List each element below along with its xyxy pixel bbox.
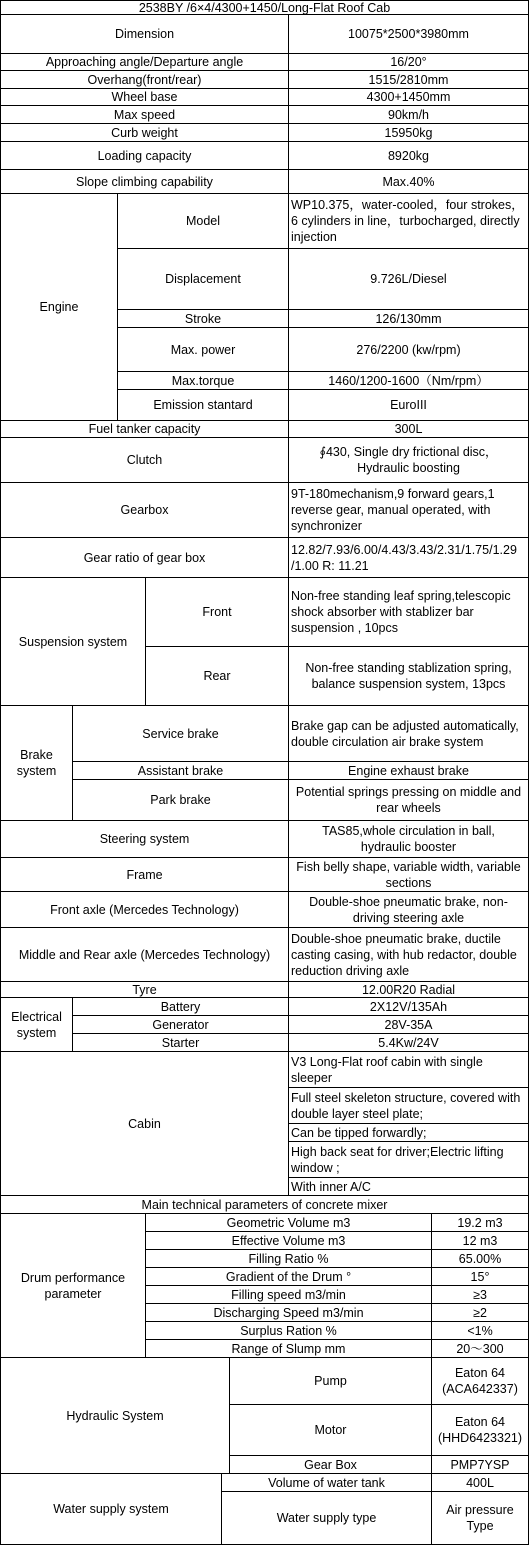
table-cell: ≥3 — [431, 1285, 529, 1304]
table-cell: Non-free standing leaf spring,telescopic shock absorber with stablizer bar suspension , 10pcs — [288, 577, 529, 647]
table-cell: WP10.375，water-cooled，four strokes，6 cylinders in line，turbocharged, directly injection — [288, 193, 529, 249]
table-cell: Tyre — [0, 981, 289, 998]
table-cell: TAS85,whole circulation in ball, hydraulic booster — [288, 820, 529, 858]
table-cell: Loading capacity — [0, 141, 289, 170]
table-cell: Full steel skeleton structure, covered with double layer steel plate; — [288, 1087, 529, 1124]
table-cell: ≥2 — [431, 1303, 529, 1322]
table-cell: 19.2 m3 — [431, 1213, 529, 1232]
table-cell: Main technical parameters of concrete mixer — [0, 1195, 529, 1214]
table-cell: Double-shoe pneumatic brake, ductile casting casing, with hub redactor, double reduction driving axle — [288, 927, 529, 982]
table-cell: Max.40% — [288, 169, 529, 194]
table-cell: Suspension system — [0, 577, 146, 706]
table-cell: Gearbox — [0, 482, 289, 538]
table-cell: 1460/1200-1600（Nm/rpm） — [288, 371, 529, 390]
table-cell: 20～300 — [431, 1339, 529, 1358]
table-cell: Surplus Ration % — [145, 1321, 432, 1340]
table-cell: 12.82/7.93/6.00/4.43/3.43/2.31/1.75/1.29 /1.00 R: 11.21 — [288, 537, 529, 578]
table-cell: Fish belly shape, variable width, variable sections — [288, 857, 529, 892]
table-cell: Water supply system — [0, 1473, 222, 1545]
table-cell: 126/130mm — [288, 309, 529, 328]
table-cell: 10075*2500*3980mm — [288, 14, 529, 54]
table-cell: Geometric Volume m3 — [145, 1213, 432, 1232]
table-cell: 9T-180mechanism,9 forward gears,1 reverse gear, manual operated, with synchronizer — [288, 482, 529, 538]
table-cell: 300L — [288, 420, 529, 438]
table-cell: Pump — [229, 1357, 432, 1405]
table-cell: Rear — [145, 646, 289, 706]
table-cell: 400L — [431, 1473, 529, 1492]
table-cell: Starter — [72, 1033, 289, 1052]
table-cell: ∮430, Single dry frictional disc， Hydraulic boosting — [288, 437, 529, 483]
table-cell: 12 m3 — [431, 1231, 529, 1250]
table-cell: Engine — [0, 193, 118, 421]
table-cell: Approaching angle/Departure angle — [0, 53, 289, 71]
table-cell: Overhang(front/rear) — [0, 70, 289, 89]
table-cell: Clutch — [0, 437, 289, 483]
table-cell: PMP7YSP — [431, 1455, 529, 1474]
table-cell: Double-shoe pneumatic brake, non- driving steering axle — [288, 891, 529, 928]
table-cell: Wheel base — [0, 88, 289, 106]
table-cell: Range of Slump mm — [145, 1339, 432, 1358]
table-cell: Volume of water tank — [221, 1473, 432, 1492]
table-cell: Discharging Speed m3/min — [145, 1303, 432, 1322]
table-cell: High back seat for driver;Electric lifting window ; — [288, 1141, 529, 1178]
table-cell: Potential springs pressing on middle and rear wheels — [288, 779, 529, 821]
table-cell: Front — [145, 577, 289, 647]
table-cell: Engine exhaust brake — [288, 761, 529, 780]
table-cell: Stroke — [117, 309, 289, 328]
table-cell: Gear ratio of gear box — [0, 537, 289, 578]
table-cell: Displacement — [117, 248, 289, 310]
table-cell: Gradient of the Drum ° — [145, 1267, 432, 1286]
table-cell: Can be tipped forwardly; — [288, 1123, 529, 1142]
table-cell: Emission stantard — [117, 389, 289, 421]
table-cell: Service brake — [72, 705, 289, 762]
table-cell: V3 Long-Flat roof cabin with single sleeper — [288, 1051, 529, 1088]
table-cell: Dimension — [0, 14, 289, 54]
table-cell: With inner A/C — [288, 1177, 529, 1196]
table-cell: Motor — [229, 1404, 432, 1456]
table-cell: Middle and Rear axle (Mercedes Technology) — [0, 927, 289, 982]
table-cell: Max. power — [117, 327, 289, 372]
table-cell: 8920kg — [288, 141, 529, 170]
table-cell: 28V-35A — [288, 1015, 529, 1034]
table-cell: <1% — [431, 1321, 529, 1340]
table-cell: Cabin — [0, 1051, 289, 1196]
table-cell: Park brake — [72, 779, 289, 821]
table-cell: Brake system — [0, 705, 73, 821]
table-cell: Steering system — [0, 820, 289, 858]
table-cell: Slope climbing capability — [0, 169, 289, 194]
table-cell: Max speed — [0, 105, 289, 124]
table-cell: 15950kg — [288, 123, 529, 142]
table-cell: Eaton 64 (HHD6423321) — [431, 1404, 529, 1456]
table-cell: Filling speed m3/min — [145, 1285, 432, 1304]
table-cell: Generator — [72, 1015, 289, 1034]
table-cell: Front axle (Mercedes Technology) — [0, 891, 289, 928]
table-cell: Electrical system — [0, 997, 73, 1052]
table-cell: Water supply type — [221, 1491, 432, 1545]
table-cell: 15° — [431, 1267, 529, 1286]
table-cell: Drum performance parameter — [0, 1213, 146, 1358]
table-cell: Battery — [72, 997, 289, 1016]
table-cell: 2538BY /6×4/4300+1450/Long-Flat Roof Cab — [0, 0, 529, 15]
table-cell: Effective Volume m3 — [145, 1231, 432, 1250]
table-cell: 5.4Kw/24V — [288, 1033, 529, 1052]
table-cell: 1515/2810mm — [288, 70, 529, 89]
table-cell: 276/2200 (kw/rpm) — [288, 327, 529, 372]
table-cell: Non-free standing stablization spring, balance suspension system, 13pcs — [288, 646, 529, 706]
table-cell: Fuel tanker capacity — [0, 420, 289, 438]
table-cell: EuroIII — [288, 389, 529, 421]
table-cell: Air pressure Type — [431, 1491, 529, 1545]
table-cell: Max.torque — [117, 371, 289, 390]
table-cell: Model — [117, 193, 289, 249]
table-cell: 9.726L/Diesel — [288, 248, 529, 310]
table-cell: 2X12V/135Ah — [288, 997, 529, 1016]
table-cell: Assistant brake — [72, 761, 289, 780]
table-cell: Hydraulic System — [0, 1357, 230, 1474]
table-cell: 65.00% — [431, 1249, 529, 1268]
table-cell: 16/20° — [288, 53, 529, 71]
table-cell: Gear Box — [229, 1455, 432, 1474]
table-cell: 12.00R20 Radial — [288, 981, 529, 998]
table-cell: Frame — [0, 857, 289, 892]
table-cell: 90km/h — [288, 105, 529, 124]
table-cell: Brake gap can be adjusted automatically, double circulation air brake system — [288, 705, 529, 762]
table-cell: Curb weight — [0, 123, 289, 142]
table-cell: 4300+1450mm — [288, 88, 529, 106]
table-cell: Filling Ratio % — [145, 1249, 432, 1268]
table-cell: Eaton 64 (ACA642337) — [431, 1357, 529, 1405]
